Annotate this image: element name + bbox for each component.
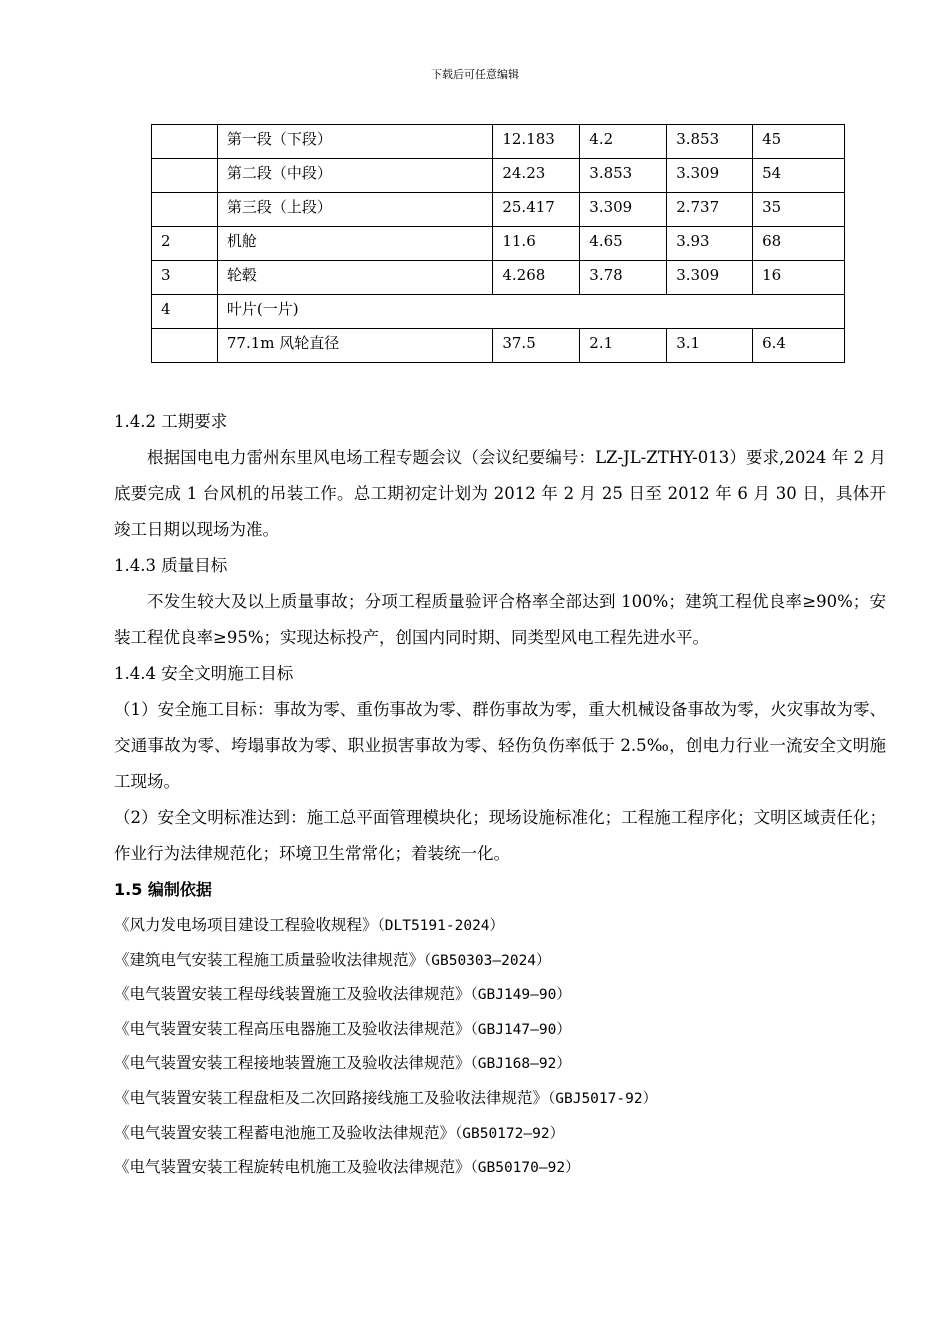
table-cell: 4.65: [580, 227, 667, 261]
table-cell: 4: [152, 295, 218, 329]
table-cell: 45: [753, 125, 845, 159]
table-row: [152, 227, 845, 261]
paragraph: 不发生较大及以上质量事故；分项工程质量验评合格率全部达到 100%；建筑工程优良率≥90%；安装工程优良率≥95%；实现达标投产，创国内同时期、同类型风电工程先进水平。: [114, 592, 886, 647]
reference-code: （GB50170—92）: [470, 1160, 580, 1177]
section-heading: 1.4.2 工期要求: [114, 412, 228, 431]
table-cell: 3.309: [667, 159, 753, 193]
table-cell: 16: [753, 261, 845, 295]
reference-title: 《电气装置安装工程旋转电机施工及验收法律规范》: [114, 1158, 471, 1177]
reference-title: 《电气装置安装工程高压电器施工及验收法律规范》: [114, 1019, 471, 1038]
table-cell: 77.1m 风轮直径: [217, 329, 492, 363]
table-cell: [152, 125, 218, 159]
table-cell: 37.5: [493, 329, 580, 363]
reference-code: （DLT5191-2024）: [377, 918, 505, 934]
table-cell: 2: [152, 227, 218, 261]
reference-item: [114, 908, 886, 943]
table-cell: 3.309: [667, 261, 753, 295]
table-cell: 3.93: [667, 227, 753, 261]
table-cell: 3.78: [580, 261, 667, 295]
table-cell: 54: [753, 159, 845, 193]
reference-code: （GBJ149—90）: [470, 987, 571, 1004]
document-body: [114, 404, 886, 1185]
table-row: [152, 159, 845, 193]
section-heading: 1.4.4 安全文明施工目标: [114, 664, 294, 683]
reference-code: （GBJ5017-92）: [548, 1090, 658, 1107]
paragraph: 根据国电电力雷州东里风电场工程专题会议（会议纪要编号：LZ-JL-ZTHY-013）要求,2024 年 2 月底要完成 1 台风机的吊装工作。总工期初定计划为 2012 年 2 月 25 日至 2012 年 6 月 30 日，具体开竣工日期以现场为准。: [114, 448, 886, 539]
reference-title: 《风力发电场项目建设工程验收规程》: [114, 916, 378, 934]
reference-title: 《电气装置安装工程蓄电池施工及验收法律规范》: [114, 1123, 456, 1142]
reference-item: [114, 1012, 886, 1047]
table-row: [152, 261, 845, 295]
section-heading: 1.4.3 质量目标: [114, 556, 228, 575]
table-cell: 11.6: [493, 227, 580, 261]
table-row: [152, 193, 845, 227]
table-row: [152, 329, 845, 363]
reference-title: 《电气装置安装工程母线装置施工及验收法律规范》: [114, 985, 471, 1004]
reference-code: （GBJ168—92）: [470, 1056, 571, 1073]
table-cell: 叶片(一片): [217, 295, 844, 329]
table-cell: 12.183: [493, 125, 580, 159]
table-cell: 3.309: [580, 193, 667, 227]
page-header: 下载后可任意编辑: [431, 68, 519, 81]
table-cell: [152, 193, 218, 227]
reference-item: [114, 1116, 886, 1151]
reference-title: 《电气装置安装工程盘柜及二次回路接线施工及验收法律规范》: [114, 1088, 549, 1107]
list-item: （1）安全施工目标：事故为零、重伤事故为零、群伤事故为零，重大机械设备事故为零，火灾事故为零、交通事故为零、垮塌事故为零、职业损害事故为零、轻伤负伤率低于 2.5‰，创电力行业一流安全文明施工现场。: [114, 700, 886, 791]
table-row: [152, 125, 845, 159]
table-cell: 24.23: [493, 159, 580, 193]
section-heading: 1.5 编制依据: [114, 880, 212, 899]
table-cell: 2.737: [667, 193, 753, 227]
reference-item: [114, 1081, 886, 1116]
list-item: （2）安全文明标准达到：施工总平面管理模块化；现场设施标准化；工程施工程序化；文明区域责任化；作业行为法律规范化；环境卫生常常化；着装统一化。: [114, 808, 886, 863]
table-row: [152, 295, 845, 329]
table-cell: 第一段（下段）: [217, 125, 492, 159]
table-cell: 4.2: [580, 125, 667, 159]
table-cell: 68: [753, 227, 845, 261]
table-cell: 3.1: [667, 329, 753, 363]
table-cell: 25.417: [493, 193, 580, 227]
reference-code: （GB50303—2024）: [424, 952, 551, 969]
table-cell: 4.268: [493, 261, 580, 295]
reference-item: [114, 1150, 886, 1185]
table-cell: [152, 159, 218, 193]
reference-code: （GBJ147—90）: [470, 1021, 571, 1038]
table-cell: [152, 329, 218, 363]
reference-item: [114, 977, 886, 1012]
table-cell: 3: [152, 261, 218, 295]
table-cell: 轮毂: [217, 261, 492, 295]
component-table: [151, 124, 845, 363]
reference-title: 《建筑电气安装工程施工质量验收法律规范》: [114, 950, 425, 969]
table-cell: 机舱: [217, 227, 492, 261]
reference-item: [114, 1046, 886, 1081]
table-cell: 第二段（中段）: [217, 159, 492, 193]
table-cell: 第三段（上段）: [217, 193, 492, 227]
table-cell: 3.853: [580, 159, 667, 193]
table-cell: 3.853: [667, 125, 753, 159]
table-cell: 2.1: [580, 329, 667, 363]
reference-title: 《电气装置安装工程接地装置施工及验收法律规范》: [114, 1054, 471, 1073]
table-cell: 35: [753, 193, 845, 227]
reference-code: （GB50172—92）: [455, 1125, 565, 1142]
table-cell: 6.4: [753, 329, 845, 363]
reference-item: [114, 943, 886, 978]
